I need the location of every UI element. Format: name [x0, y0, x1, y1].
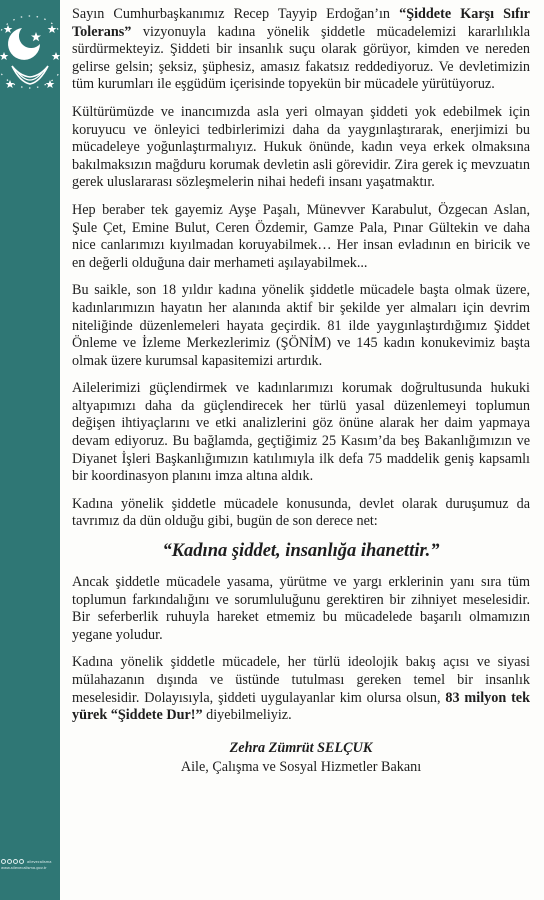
paragraph-3: Hep beraber tek gayemiz Ayşe Paşalı, Münevver Karabulut, Özgecan Aslan, Şule Çet, Emine Bulut, Ceren Özdemir, Gamze Pala, Pınar Gültekin ve daha nice canlarımızı kıyılmadan koruyabilmek… Her insan evladının en biricik ve en değerli olduğuna dair merhameti aşılayabilmek... — [72, 201, 530, 271]
paragraph-8-intro: Kadına yönelik şiddetle mücadele, her türlü ideolojik bakış açısı ve siyasi mülahazanın dışında ve üstünde tutulması gereken temel bir insanlık meselesidir. Dolayısıyla, şiddeti uygulayanlar kim olursa olsun, — [72, 654, 530, 706]
crescent-star-hands-emblem-icon — [0, 0, 60, 110]
paragraph-8-rest: diyebilmeliyiz. — [202, 707, 292, 724]
stop-violence-phrase: 83 milyon tek yürek “Şiddete Dur!” — [72, 689, 530, 724]
paragraph-1-rest: vizyonuyla kadına yönelik şiddetle mücadelemizi kararlılıkla sürdürmekteyiz. Şiddeti bir insanlık suçu olarak görüyor, kimden ve nereden gelirse gelsin; şeksiz, şüphesiz, amasız fakatsız reddediyoruz. Ve devletimizin tüm kurumları ile eşgüdüm içerisinde topyekün bir mücadele yürütüyoruz. — [72, 23, 530, 93]
zero-tolerance-phrase: “Şiddete Karşı Sıfır Tolerans” — [72, 6, 530, 40]
signature-block — [72, 739, 530, 777]
youtube-icon[interactable] — [19, 859, 24, 864]
highlight-quote: “Kadına şiddet, insanlığa ihanettir.” — [162, 541, 440, 562]
letter-body — [72, 6, 530, 777]
facebook-icon[interactable] — [1, 859, 6, 864]
paragraph-1-intro: Sayın Cumhurbaşkanımız Recep Tayyip Erdoğan’ın — [72, 6, 400, 22]
twitter-icon[interactable] — [7, 859, 12, 864]
social-row — [1, 858, 61, 865]
social-handle: ailevecalisma — [27, 859, 52, 864]
paragraph-6: Kadına yönelik şiddetle mücadele konusunda, devlet olarak duruşumuz da tavrımız da dün olduğu gibi, bugün de son derece net: — [72, 495, 530, 530]
social-links — [1, 858, 61, 870]
sidebar — [0, 0, 60, 900]
paragraph-7: Ancak şiddetle mücadele yasama, yürütme ve yargı erklerinin yanı sıra tüm toplumun farkındalığını ve sorumluluğunu gerektiren bir zihniyet meselesidir. Bir seferberlik ruhuyla hareket etmemiz bu mücadelede başarılı olmamızın yegane yoludur. — [72, 574, 530, 643]
paragraph-2: Kültürümüzde ve inancımızda asla yeri olmayan şiddeti yok edebilmek için koruyucu ve önleyici tedbirlerimizi daha da yaygınlaştırarak, enerjimizi bu mücadeleye yoğunlaştırmalıyız. Hukuk önünde, kadın veya erkek olmaksına bakılmaksızın mağduru korumak devletin asli görevidir. Zira gerek iç mevzuatın gerek uluslararası sözleşmelerin nihai hedefi insanı yaşatmaktır. — [72, 103, 530, 191]
instagram-icon[interactable] — [13, 859, 18, 864]
signatory-title: Aile, Çalışma ve Sosyal Hizmetler Bakanı — [180, 758, 422, 775]
paragraph-8 — [72, 654, 530, 724]
signatory-name: Zehra Zümrüt SELÇUK — [229, 739, 373, 756]
paragraph-1 — [72, 6, 530, 94]
paragraph-4: Bu saikle, son 18 yıldır kadına yönelik şiddetle mücadele başta olmak üzere, kadınlarımızın hayatın her alanında aktif bir şekilde yer almaları için devrim niteliğinde düzenlemeleri hayata geçirdik. 81 ilde yaygınlaştırdığımız Şiddet Önleme ve İzleme Merkezlerimiz (ŞÖNİM) ve 145 kadın konukevimiz başta olmak üzere kurumsal kapasitemizi artırdık. — [72, 282, 530, 369]
website-url[interactable]: www.ailevecalisma.gov.tr — [1, 866, 47, 870]
paragraph-5: Ailelerimizi güçlendirmek ve kadınlarımızı korumak doğrultusunda hukuki altyapımızı daha da güçlendirecek her türlü yasal düzenlemeyi toplumun değişen ihtiyaçlarını ve etki analizlerini göz önüne alarak her daim yapmaya devam ediyoruz. Bu bağlamda, geçtiğimiz 25 Kasım’da beş Bakanlığımızın ve Diyanet İşleri Başkanlığımızın katılımıyla ilk defa 75 maddelik geniş kapsamlı bir koordinasyon planını imza altına aldık. — [72, 380, 530, 485]
